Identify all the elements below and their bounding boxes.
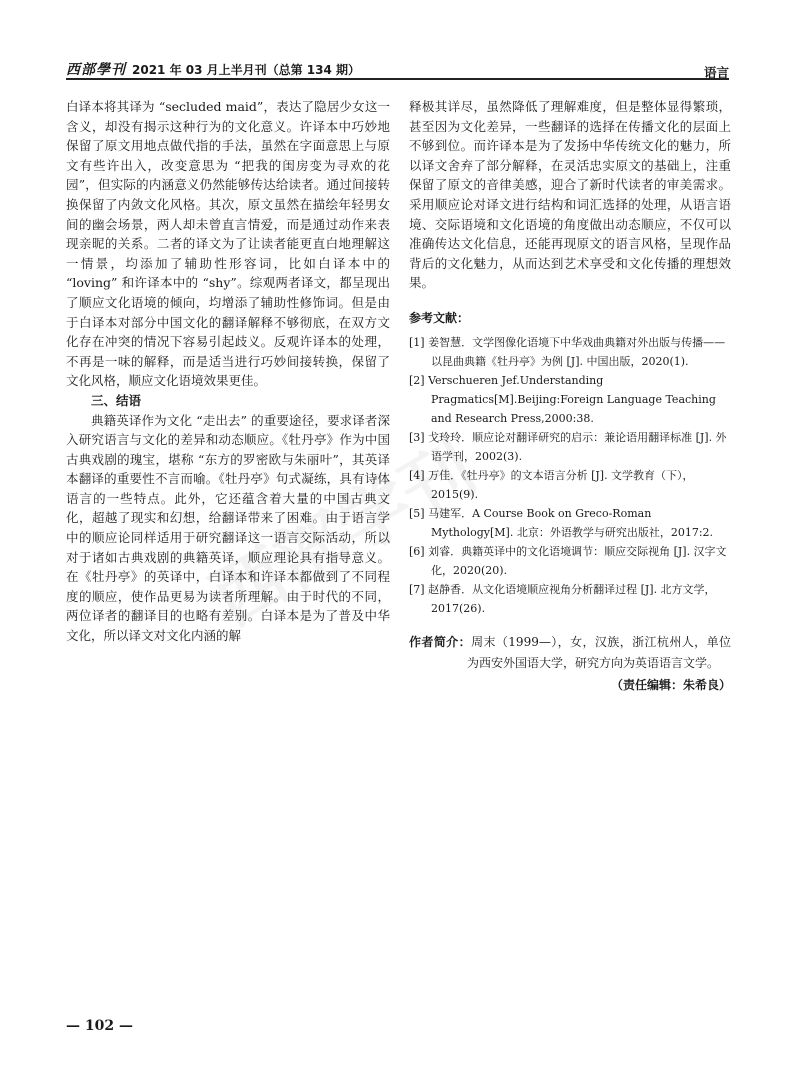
paragraph-conclusion-continued: 释极其详尽，虽然降低了理解难度，但是整体显得繁琐，甚至因为文化差异，一些翻译的选择在传播文化的层面上不够到位。而许译本是为了发扬中华传统文化的魅力，所以译文舍弃了部分解释，在灵活忠实原文的基础上，注重保留了原文的音律美感，迎合了新时代读者的审美需求。采用顺应论对译文进行结构和词汇选择的处理，从语言语境、交际语境和文化语境的角度做出动态顺应，不仅可以准确传达文化信息，还能再现原文的语言风格，呈现作品背后的文化魅力，从而达到艺术享受和文化传播的理想效果。 [409, 99, 731, 291]
page-header [66, 58, 729, 80]
reference-item: [2] Verschueren Jef.Understanding Pragmatics[M].Beijing:Foreign Language Teaching and Research Press,2000:38. [409, 373, 716, 425]
reference-item: [7] 赵静香．从文化语境顺应视角分析翻译过程 [J]. 北方文学，2017(26). [409, 582, 716, 615]
paragraph-conclusion: 典籍英译作为文化 “走出去” 的重要途径，要求译者深入研究语言与文化的差异和动态顺应。《牡丹亭》作为中国古典戏剧的瑰宝，堪称 “东方的罗密欧与朱丽叶”，其英译本翻译的重要性不言而喻。《牡丹亭》句式凝练，具有诗体语言的一些特点。此外，它还蕴含着大量的中国古典文化，超越了现实和幻想，给翻译带来了困难。由于语言学中的顺应论同样适用于研究翻译这一语言交际活动，所以对于诸如古典戏剧的典籍英译，顺应理论具有指导意义。在《牡丹亭》的英译中，白译本和许译本都做到了不同程度的顺应，使作品更易为读者所理解。由于时代的不同，两位译者的翻译目的也略有差别。白译本是为了普及中华文化，所以译文对文化内涵的解 [66, 412, 390, 644]
section-heading-conclusion: 三、结语 [91, 392, 142, 408]
left-column [66, 97, 390, 646]
author-text: 周末（1999—），女，汉族，浙江杭州人，单位为西安外国语大学，研究方向为英语语言文学。 [467, 634, 731, 670]
reference-item: [5] 马建军．A Course Book on Greco-Roman Mythology[M]. 北京：外语教学与研究出版社，2017:2. [409, 506, 714, 539]
reference-item: [4] 万佳．《牡丹亭》的文本语言分析 [J]. 文学教育（下），2015(9). [409, 468, 694, 501]
issue-info: 2021 年 03 月上半月刊（总第 134 期） [132, 63, 361, 77]
responsible-editor: （责任编辑：朱希良） [610, 677, 731, 692]
reference-item: [6] 刘睿．典籍英译中的文化语境调节：顺应交际视角 [J]. 汉字文化，2020(20). [409, 544, 727, 577]
reference-item: [1] 姜智慧．文学图像化语境下中华戏曲典籍对外出版与传播——以昆曲典籍《牡丹亭》为例 [J]. 中国出版，2020(1). [409, 335, 726, 368]
paragraph-analysis: 白译本将其译为 “secluded maid”，表达了隐居少女这一含义，却没有揭示这种行为的文化意义。许译本中巧妙地保留了原文用地点做代指的手法，虽然在字面意思上与原文有些许出入，改变意思为 “把我的闺房变为寻欢的花园”，但实际的内涵意义仍然能够传达给读者。通过间接转换保留了内敛文化风格。其次，原文虽然在描绘年轻男女间的幽会场景，两人却未曾直言情爱，而是通过动作来表现亲昵的关系。二者的译文为了让读者能更直白地理解这一情景，均添加了辅助性形容词，比如白译本中的 “loving” 和许译本中的 “shy”。综观两者译文，都呈现出了顺应文化语境的倾向，均增添了辅助性修饰词。但是由于白译本对部分中国文化的翻译解释不够彻底，在双方文化存在冲突的情况下容易引起歧义。反观许译本的处理，不再是一味的解释，而是适当进行巧妙间接转换，保留了文化风格，顺应文化语境效果更佳。 [66, 99, 390, 389]
page-number: — 102 — [66, 1018, 133, 1034]
author-label: 作者简介： [409, 634, 472, 649]
references-heading: 参考文献： [409, 310, 470, 325]
reference-item: [3] 戈玲玲．顺应论对翻译研究的启示：兼论语用翻译标准 [J]. 外语学刊，2002(3). [409, 430, 727, 463]
reference-list [409, 333, 731, 618]
journal-logo: 西部學刊 [66, 62, 126, 78]
section-label: 语言 [703, 65, 729, 80]
right-column [409, 97, 731, 695]
author-bio [409, 632, 731, 674]
